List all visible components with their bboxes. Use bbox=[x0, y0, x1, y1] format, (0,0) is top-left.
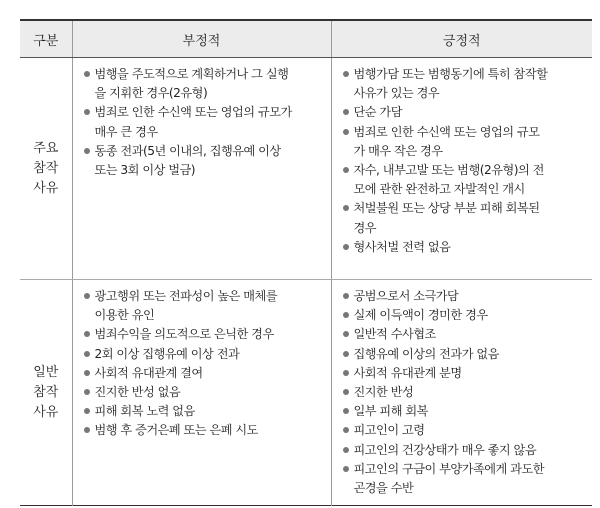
general-negative-cell bbox=[72, 280, 331, 506]
label-line: 참작 bbox=[33, 160, 59, 176]
general-positive-cell bbox=[331, 280, 592, 506]
label-line: 참작 bbox=[33, 384, 59, 400]
main-negative-cell bbox=[72, 58, 331, 280]
list-item: 범행가담 또는 범행동기에 특히 참작할 사유가 있는 경우 bbox=[343, 65, 585, 103]
row-general-factors bbox=[20, 280, 592, 506]
main-negative-list bbox=[73, 58, 331, 180]
header-category: 구분 bbox=[20, 20, 72, 58]
header-positive: 긍정적 bbox=[331, 20, 592, 58]
main-positive-cell bbox=[331, 58, 592, 280]
row-label-general bbox=[20, 280, 72, 506]
list-item: 범행 후 증거은폐 또는 은폐 시도 bbox=[84, 421, 323, 440]
list-item: 피해 회복 노력 없음 bbox=[84, 402, 323, 421]
list-item: 처벌불원 또는 상당 부분 피해 회복된 경우 bbox=[343, 199, 585, 237]
list-item: 진지한 반성 없음 bbox=[84, 383, 323, 402]
list-item: 범죄로 인한 수신액 또는 영업의 규모가 매우 큰 경우 bbox=[84, 103, 323, 141]
list-item: 범죄로 인한 수신액 또는 영업의 규모 가 매우 작은 경우 bbox=[343, 123, 585, 161]
list-item: 일부 피해 회복 bbox=[343, 402, 585, 421]
list-item: 피고인의 구금이 부양가족에게 과도한 곤경을 수반 bbox=[343, 460, 585, 498]
list-item: 피고인이 고령 bbox=[343, 421, 585, 440]
label-line: 사유 bbox=[33, 180, 59, 196]
list-item: 진지한 반성 bbox=[343, 383, 585, 402]
general-positive-list bbox=[332, 280, 593, 498]
label-line: 사유 bbox=[33, 404, 59, 420]
general-negative-list bbox=[73, 280, 331, 441]
list-item: 사회적 유대관계 결여 bbox=[84, 364, 323, 383]
list-item: 집행유예 이상의 전과가 없음 bbox=[343, 345, 585, 364]
header-negative: 부정적 bbox=[72, 20, 331, 58]
list-item: 실제 이득액이 경미한 경우 bbox=[343, 306, 585, 325]
list-item: 범행을 주도적으로 계획하거나 그 실행 을 지휘한 경우(2유형) bbox=[84, 65, 323, 103]
label-line: 일반 bbox=[33, 364, 59, 380]
header-row bbox=[20, 20, 592, 58]
main-positive-list bbox=[332, 58, 593, 257]
row-main-factors bbox=[20, 58, 592, 280]
list-item: 광고행위 또는 전파성이 높은 매체를 이용한 유인 bbox=[84, 287, 323, 325]
list-item: 형사처벌 전력 없음 bbox=[343, 238, 585, 257]
list-item: 범죄수익을 의도적으로 은닉한 경우 bbox=[84, 325, 323, 344]
list-item: 공범으로서 소극가담 bbox=[343, 287, 585, 306]
list-item: 2회 이상 집행유예 이상 전과 bbox=[84, 345, 323, 364]
label-line: 주요 bbox=[33, 140, 59, 156]
list-item: 자수, 내부고발 또는 범행(2유형)의 전 모에 관한 완전하고 자발적인 개시 bbox=[343, 161, 585, 199]
list-item: 단순 가담 bbox=[343, 103, 585, 122]
sentencing-factors-table bbox=[20, 19, 592, 506]
list-item: 일반적 수사협조 bbox=[343, 325, 585, 344]
row-label-main bbox=[20, 58, 72, 280]
list-item: 피고인의 건강상태가 매우 좋지 않음 bbox=[343, 441, 585, 460]
list-item: 사회적 유대관계 분명 bbox=[343, 364, 585, 383]
list-item: 동종 전과(5년 이내의, 집행유예 이상 또는 3회 이상 벌금) bbox=[84, 142, 323, 180]
